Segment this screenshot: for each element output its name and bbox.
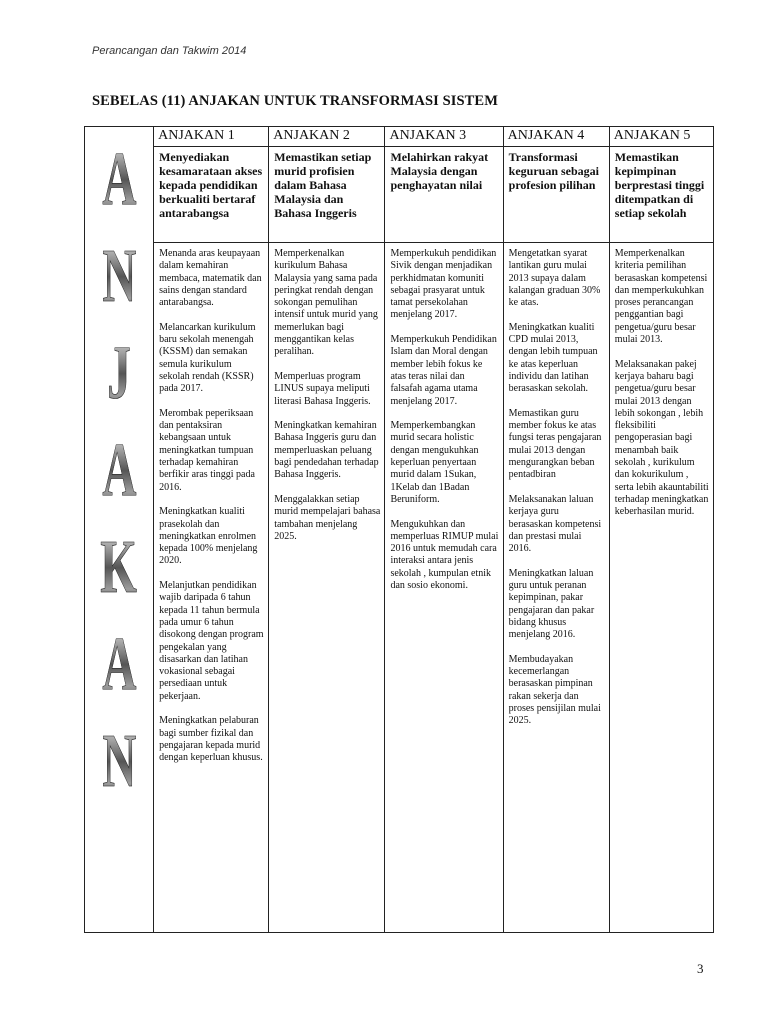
column-subtitle: Melahirkan rakyat Malaysia dengan penghayatan nilai: [385, 147, 503, 243]
initiative-text: Meningkatkan kemahiran Bahasa Inggeris guru dan memperluaskan peluang bagi pendedahan terhadap Bahasa Inggeris.: [274, 420, 379, 481]
anjakan-table: [84, 126, 714, 933]
document-header: Perancangan dan Takwim 2014: [92, 45, 247, 57]
side-letter: K: [101, 519, 138, 616]
column-heading: ANJAKAN 4: [503, 127, 609, 147]
initiative-text: Melaksanakan pakej kerjaya baharu bagi pengetua/guru besar mulai 2013 dengan lebih sokongan , lebih fleksibiliti pengoperasian bagi menambah baik sekolah , kurikulum dan kokurikulum , serta lebih akauntabiliti terhadap meningkatkan keberhasilan murid.: [614, 358, 709, 518]
initiative-text: Meningkatkan pelaburan bagi sumber fizikal dan pengajaran kepada murid dengan keperluan khusus.: [159, 715, 263, 764]
column-heading: ANJAKAN 1: [154, 127, 269, 147]
initiative-text: Memperkukuh pendidikan Sivik dengan menjadikan perkhidmatan komuniti sebagai prasyarat untuk tamat persekolahan menjelang 2017.: [390, 248, 497, 321]
side-letter: N: [102, 713, 136, 810]
side-letter: A: [102, 616, 136, 713]
page-number: 3: [697, 961, 704, 976]
initiative-text: Membudayakan kecemerlangan berasaskan pimpinan rakan sekerja dan proses pensijilan mulai 2025.: [508, 653, 601, 727]
anjakan-side-word: [91, 131, 147, 810]
initiative-text: Memperkenalkan kurikulum Bahasa Malaysia yang sama pada peringkat rendah dengan sokongan pemulihan intensif untuk murid yang memerlukan bagi menggantikan kelas peralihan.: [274, 248, 378, 358]
initiative-text: Menanda aras keupayaan dalam kemahiran membaca, matematik dan sains dengan standard antarabangsa.: [159, 248, 262, 309]
initiative-text: Meningkatkan kualiti prasekolah dan meningkatkan enrolmen kepada 100% menjelang 2020.: [159, 506, 258, 567]
initiative-text: Menggalakkan setiap murid mempelajari bahasa tambahan menjelang 2025.: [274, 493, 381, 542]
initiative-text: Melanjutkan pendidikan wajib daripada 6 tahun kepada 11 tahun bermula pada umur 6 tahun disokong dengan program pengekalan yang disasarkan dan latihan vokasional sebagai persediaan untuk pekerjaan.: [159, 580, 264, 702]
column-subtitle: Memastikan kepimpinan berprestasi tinggi ditempatkan di setiap sekolah: [609, 147, 713, 243]
initiative-text: Meningkatkan kualiti CPD mulai 2013, dengan lebih tumpuan ke atas keperluan individu dan latihan berasaskan sekolah.: [508, 321, 598, 395]
table-heading-row: [85, 127, 714, 147]
column-heading: ANJAKAN 5: [609, 127, 713, 147]
initiative-text: Memperkembangkan murid secara holistic dengan mengukuhkan keperluan penyertaan murid dalam 1Sukan, 1Kelab dan 1Badan Beruniform.: [390, 420, 479, 505]
initiative-text: Memperkenalkan kriteria pemilihan berasaskan kompetensi dan memperkukuhkan proses perancangan penggantian bagi pengetua/guru besar mulai 2013.: [614, 248, 708, 346]
initiative-text: Melaksanakan laluan kerjaya guru berasaskan kompetensi dan prestasi mulai 2016.: [508, 493, 602, 555]
column-body: [154, 243, 269, 933]
anjakan-side-word-cell: [85, 127, 154, 933]
page-title: SEBELAS (11) ANJAKAN UNTUK TRANSFORMASI SISTEM: [92, 93, 498, 109]
initiative-text: Meningkatkan laluan guru untuk peranan kepimpinan, pakar pengajaran dan pakar bidang khusus menjelang 2016.: [508, 567, 595, 641]
side-letter: J: [107, 325, 131, 422]
column-subtitle: Memastikan setiap murid profisien dalam Bahasa Malaysia dan Bahasa Inggeris: [269, 147, 385, 243]
side-letter: A: [102, 131, 136, 228]
table-subtitle-row: [85, 147, 714, 243]
column-body: [385, 243, 503, 933]
side-letter: N: [102, 228, 136, 325]
side-letter: A: [102, 422, 136, 519]
column-subtitle: Menyediakan kesamarataan akses kepada pendidikan berkualiti bertaraf antarabangsa: [154, 147, 269, 243]
initiative-text: Mengetatkan syarat lantikan guru mulai 2013 supaya dalam kalangan graduan 30% ke atas.: [508, 248, 601, 309]
initiative-text: Merombak peperiksaan dan pentaksiran kebangsaan untuk meningkatkan tumpuan terhadap kemahiran berfikir aras tinggi pada 2016.: [159, 407, 255, 493]
initiative-text: Memperluas program LINUS supaya meliputi literasi Bahasa Inggeris.: [274, 370, 371, 407]
initiative-text: Melancarkan kurikulum baru sekolah menengah (KSSM) dan semakan semula kurikulum sekolah rendah (KSSR) pada 2017.: [159, 321, 256, 395]
initiative-text: Memperkukuh Pendidikan Islam dan Moral dengan member lebih fokus ke atas teras nilai dan falsafah agama utama menjelang 2017.: [390, 334, 497, 407]
column-body: [609, 243, 713, 933]
column-subtitle: Transformasi keguruan sebagai profesion pilihan: [503, 147, 609, 243]
column-heading: ANJAKAN 3: [385, 127, 503, 147]
initiative-text: Mengukuhkan dan memperluas RIMUP mulai 2016 untuk memudah cara interaksi antara jenis sekolah , kumpulan etnik dan sosio ekonomi.: [390, 518, 499, 592]
table-body-row: [85, 243, 714, 933]
initiative-text: Memastikan guru member fokus ke atas fungsi teras pengajaran mulai 2013 dengan mengurangkan beban pentadbiran: [508, 407, 602, 481]
column-body: [503, 243, 609, 933]
column-body: [269, 243, 385, 933]
column-heading: ANJAKAN 2: [269, 127, 385, 147]
